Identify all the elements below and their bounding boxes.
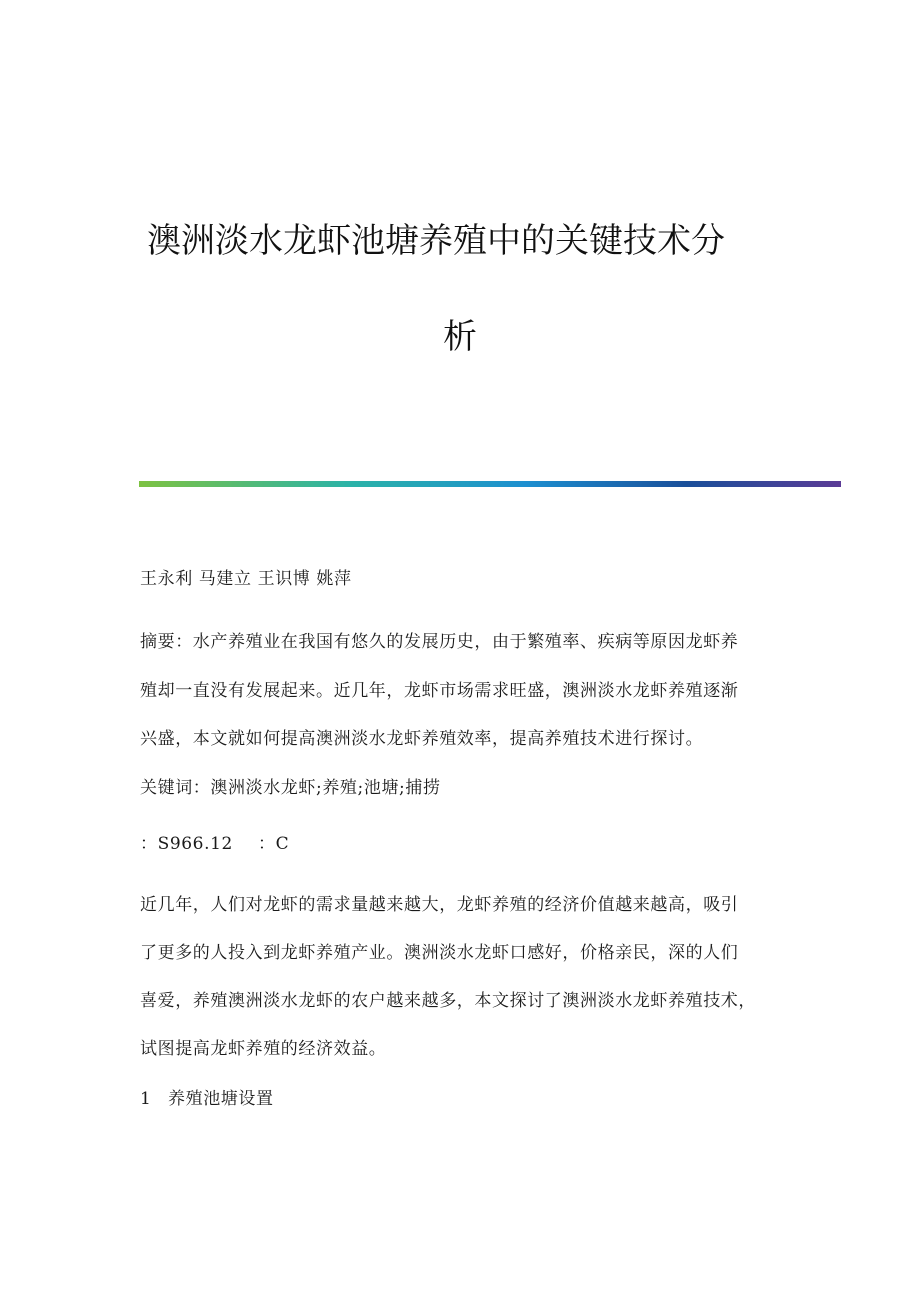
authors: 王永利 马建立 王识博 姚萍 bbox=[140, 569, 352, 589]
document-code: ：C bbox=[258, 834, 290, 854]
document-title-line-2: 析 bbox=[443, 317, 477, 357]
intro-line: 试图提高龙虾养殖的经济效益。 bbox=[140, 1039, 387, 1059]
document-title-line-1: 澳洲淡水龙虾池塘养殖中的关键技术分 bbox=[147, 221, 725, 261]
section-number: 1 bbox=[140, 1089, 152, 1109]
intro-line: 喜爱，养殖澳洲淡水龙虾的农户越来越多，本文探讨了澳洲淡水龙虾养殖技术， bbox=[140, 991, 756, 1011]
abstract-line: 殖却一直没有发展起来。近几年，龙虾市场需求旺盛，澳洲淡水龙虾养殖逐渐 bbox=[140, 681, 739, 701]
intro-line: 了更多的人投入到龙虾养殖产业。澳洲淡水龙虾口感好，价格亲民，深的人们 bbox=[140, 943, 739, 963]
keywords: 关键词：澳洲淡水龙虾;养殖;池塘;捕捞 bbox=[140, 778, 441, 798]
intro-line: 近几年，人们对龙虾的需求量越来越大，龙虾养殖的经济价值越来越高，吸引 bbox=[140, 895, 739, 915]
title-divider bbox=[139, 481, 841, 487]
section-heading: 养殖池塘设置 bbox=[168, 1089, 274, 1109]
clc-number: ：S966.12 bbox=[140, 834, 233, 854]
abstract-line: 摘要：水产养殖业在我国有悠久的发展历史，由于繁殖率、疾病等原因龙虾养 bbox=[140, 632, 739, 652]
abstract-line: 兴盛，本文就如何提高澳洲淡水龙虾养殖效率，提高养殖技术进行探讨。 bbox=[140, 729, 704, 749]
